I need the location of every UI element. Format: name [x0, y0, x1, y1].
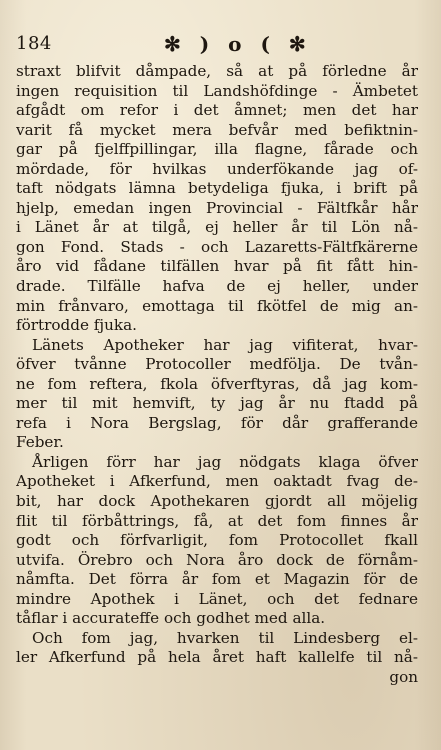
text-line: straxt blifvit dåmpade, så at på förledne år: [16, 62, 418, 80]
text-line: afgådt om refor i det åmnet; men det har: [16, 101, 418, 120]
text-line: hjelp, emedan ingen Provincial - Fältfkår hår: [16, 198, 418, 217]
text-line: min frånvaro, emottaga til fkötfel de mig an-: [16, 296, 418, 315]
text-line: drade. Tilfälle hafva de ej heller, under: [16, 277, 418, 296]
text-line: ne fom reftera, fkola öfverftyras, då jag kom-: [16, 374, 418, 393]
text-line: gar på fjelffpillingar, illa flagne, fårade och: [16, 140, 418, 159]
text-line: Apotheket i Afkerfund, men oaktadt fvag de-: [16, 472, 418, 491]
text-line: Och fom jag, hvarken til Lindesberg el-: [32, 628, 418, 647]
page-header: [16, 33, 421, 59]
text-line: ingen requisition til Landshöfdinge - Ämbetet: [16, 81, 418, 100]
text-line: godt och förfvarligit, fom Protocollet fkall: [16, 531, 418, 550]
text-line: Årligen förr har jag nödgats klaga öfver: [32, 452, 418, 471]
text-line: i Länet år at tilgå, ej heller år til Lön nå-: [16, 218, 418, 237]
page-number: 184: [16, 33, 52, 54]
text-line: öfver tvånne Protocoller medfölja. De tvån-: [16, 355, 418, 374]
text-line: bit, har dock Apothekaren gjordt all möjelig: [16, 492, 418, 511]
catchword: gon: [389, 667, 418, 686]
text-line: ler Afkerfund på hela året haft kallelfe til nå-: [16, 648, 418, 667]
text-line: mindre Apothek i Länet, och det fednare: [16, 589, 418, 608]
text-line: mer til mit hemvift, ty jag år nu ftadd på: [16, 394, 418, 413]
text-line: tåflar i accurateffe och godhet med alla.: [16, 609, 326, 628]
text-line: taft nödgats lämna betydeliga fjuka, i brift på: [16, 179, 418, 198]
text-line: förtrodde fjuka.: [16, 316, 137, 335]
text-line: refa i Nora Bergslag, för dår grafferande: [16, 413, 418, 432]
text-line: gon Fond. Stads - och Lazaretts-Fältfkärerne: [16, 237, 418, 256]
text-line: Feber.: [16, 433, 64, 452]
text-line: utvifa. Örebro och Nora åro dock de förnåm-: [16, 550, 418, 569]
header-ornament: ✻ ) o ( ✻: [164, 32, 312, 56]
text-line: varit få mycket mera befvår med befiktnin-: [16, 120, 418, 139]
text-line: flit til förbåttrings, få, at det fom finnes år: [16, 511, 418, 530]
text-line: nåmfta. Det förra år fom et Magazin för de: [16, 570, 418, 589]
text-line: åro vid fådane tilfällen hvar på fit fått hin-: [16, 257, 418, 276]
text-line: Länets Apotheker har jag vifiterat, hvar-: [32, 335, 418, 354]
body-text: [16, 62, 418, 688]
text-line: mördade, för hvilkas underfökande jag of-: [16, 159, 418, 178]
